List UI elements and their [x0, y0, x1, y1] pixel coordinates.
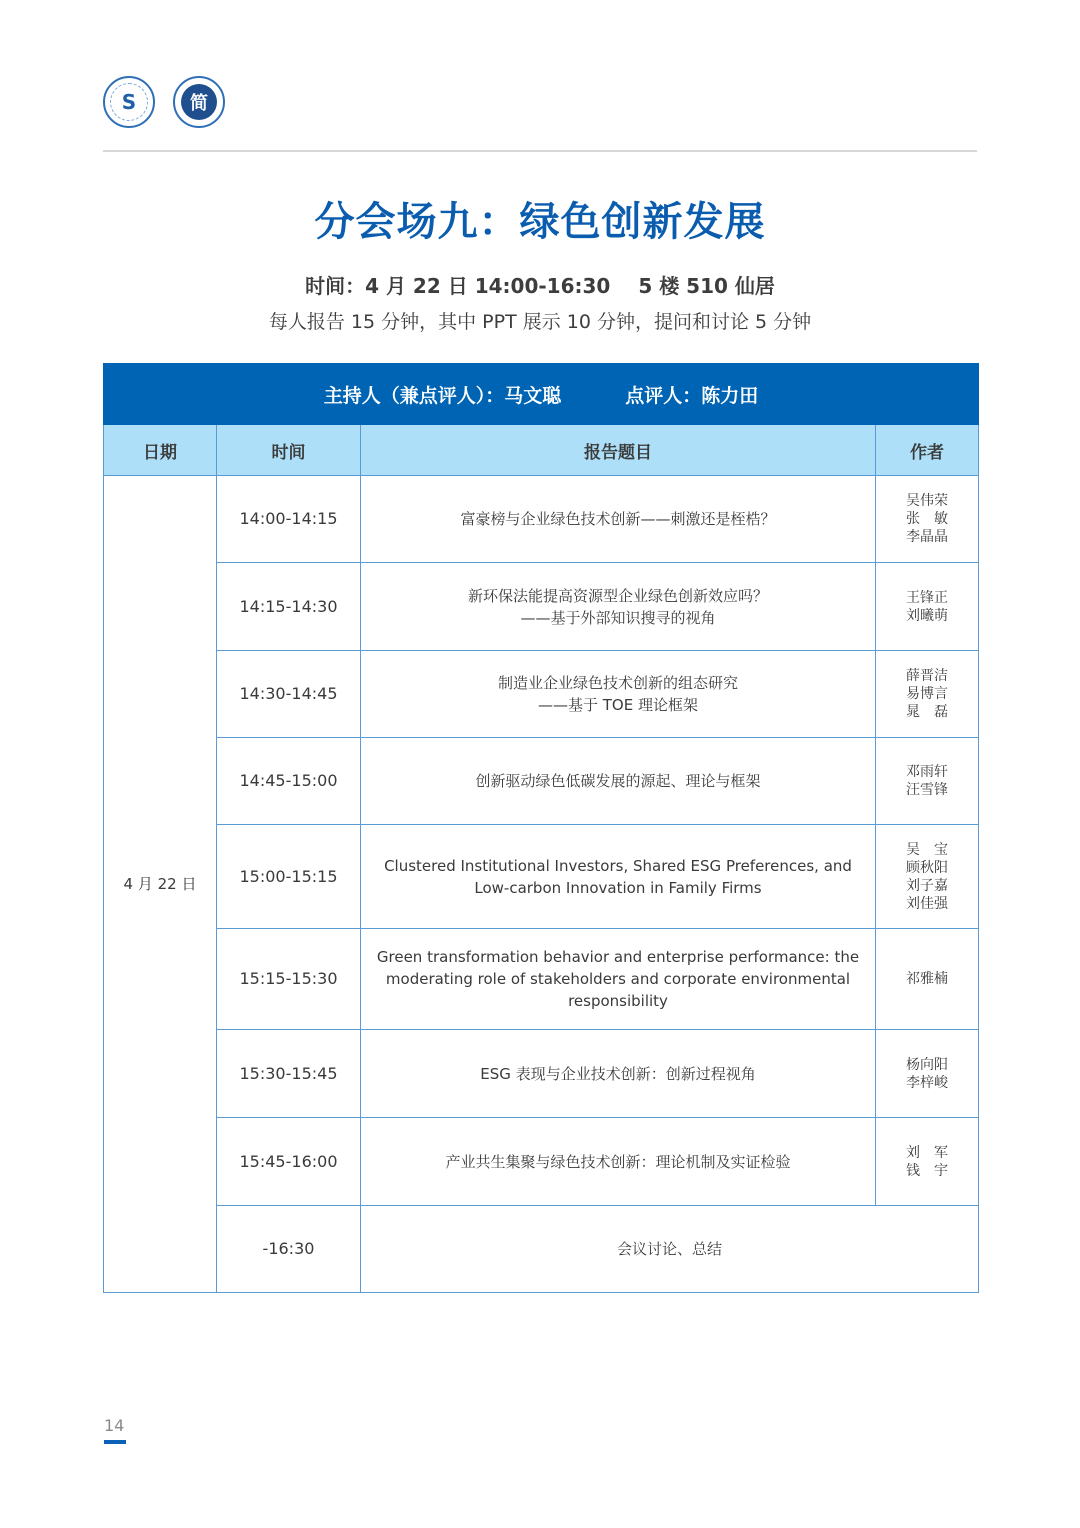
title-line: Green transformation behavior and enterprise performance: the — [376, 948, 860, 966]
author-name: 杨向阳 — [906, 1056, 949, 1073]
society-logo-icon: S — [110, 83, 148, 121]
title-cell — [361, 563, 876, 651]
table-row — [104, 1206, 979, 1293]
reviewer-label: 点评人：陈力田 — [625, 384, 759, 407]
time-cell: 15:15-15:30 — [217, 929, 361, 1030]
author-name: 刘曦萌 — [906, 607, 949, 624]
col-author: 作者 — [876, 425, 979, 476]
page-number: 14 — [104, 1416, 125, 1435]
col-date: 日期 — [104, 425, 217, 476]
title-cell — [361, 1206, 979, 1293]
university-logo — [173, 76, 225, 128]
title-line: 制造业企业绿色技术创新的组态研究 — [497, 674, 738, 692]
author-name: 薛晋洁 — [906, 668, 949, 684]
title-line: ——基于 TOE 理论框架 — [538, 696, 698, 714]
table-row — [104, 651, 979, 738]
time-cell: 15:30-15:45 — [217, 1030, 361, 1118]
title-line: 产业共生集聚与绿色技术创新：理论机制及实证检验 — [445, 1152, 791, 1171]
author-name: 吴伟荣 — [906, 493, 949, 509]
author-cell — [876, 929, 979, 1030]
header-logos — [103, 76, 225, 132]
title-cell — [361, 476, 876, 563]
author-cell — [876, 1030, 979, 1118]
title-cell — [361, 929, 876, 1030]
schedule-table — [103, 363, 979, 1293]
title-cell — [361, 738, 876, 825]
author-name: 顾秋阳 — [906, 859, 949, 876]
author-name: 钱 宇 — [906, 1162, 949, 1179]
time-cell: 15:45-16:00 — [217, 1118, 361, 1206]
author-name: 祁雅楠 — [906, 971, 949, 987]
table-row — [104, 738, 979, 825]
session-rules: 每人报告 15 分钟，其中 PPT 展示 10 分钟，提问和讨论 5 分钟 — [268, 311, 812, 333]
session-time-location — [0, 270, 1080, 299]
title-line: 富豪榜与企业绿色技术创新——刺激还是桎梏？ — [460, 510, 776, 528]
title-line: moderating role of stakeholders and corporate environmental — [385, 970, 851, 988]
host-label: 主持人（兼点评人）：马文聪 — [323, 384, 562, 407]
author-name: 吴 宝 — [906, 841, 949, 858]
moderator-band — [104, 364, 979, 425]
author-cell — [876, 476, 979, 563]
table-row — [104, 929, 979, 1030]
title-line: responsibility — [568, 992, 668, 1010]
table-row — [104, 476, 979, 563]
title-line: 会议讨论、总结 — [617, 1240, 723, 1258]
col-title: 报告题目 — [361, 425, 876, 476]
author-name: 刘佳强 — [906, 895, 949, 912]
page-number-underline — [104, 1440, 126, 1444]
author-name: 邓雨轩 — [906, 764, 949, 780]
time-cell: 14:30-14:45 — [217, 651, 361, 738]
date-cell: 4 月 22 日 — [104, 476, 217, 1293]
table-row — [104, 1118, 979, 1206]
author-name: 李梓峻 — [906, 1074, 949, 1091]
author-cell — [876, 1118, 979, 1206]
author-cell — [876, 738, 979, 825]
university-logo-icon: 简 — [181, 84, 217, 120]
author-name: 王锋正 — [906, 589, 949, 606]
title-cell — [361, 1118, 876, 1206]
author-cell — [876, 563, 979, 651]
society-logo — [103, 76, 155, 128]
author-name: 李晶晶 — [906, 529, 949, 545]
table-row — [104, 1030, 979, 1118]
title-cell — [361, 651, 876, 738]
author-name: 张 敏 — [906, 511, 949, 527]
time-cell: 14:45-15:00 — [217, 738, 361, 825]
title-line: ——基于外部知识搜寻的视角 — [520, 608, 716, 627]
author-name: 汪雪锋 — [906, 782, 949, 798]
author-cell — [876, 651, 979, 738]
col-time: 时间 — [217, 425, 361, 476]
title-cell — [361, 825, 876, 929]
table-row — [104, 825, 979, 929]
title-line: Low-carbon Innovation in Family Firms — [474, 878, 762, 897]
author-name: 刘 军 — [906, 1144, 949, 1161]
author-name: 易博言 — [906, 686, 949, 702]
title-line: ESG 表现与企业技术创新：创新过程视角 — [480, 1064, 756, 1083]
column-headers — [104, 425, 979, 476]
title-line: 新环保法能提高资源型企业绿色创新效应吗？ — [467, 586, 768, 605]
title-line: Clustered Institutional Investors, Shared ESG Preferences, and — [384, 856, 852, 875]
header-divider — [103, 150, 977, 152]
time-cell: 15:00-15:15 — [217, 825, 361, 929]
time-cell: 14:15-14:30 — [217, 563, 361, 651]
time-cell: -16:30 — [217, 1206, 361, 1293]
author-cell — [876, 825, 979, 929]
author-name: 刘子嘉 — [906, 877, 949, 894]
session-time: 时间：4 月 22 日 14:00-16:30 — [305, 274, 611, 298]
session-title: 分会场九：绿色创新发展 — [314, 199, 766, 245]
title-cell — [361, 1030, 876, 1118]
table-row — [104, 563, 979, 651]
session-location: 5 楼 510 仙居 — [638, 274, 775, 298]
time-cell: 14:00-14:15 — [217, 476, 361, 563]
author-name: 晁 磊 — [906, 704, 949, 720]
title-line: 创新驱动绿色低碳发展的源起、理论与框架 — [475, 772, 761, 790]
